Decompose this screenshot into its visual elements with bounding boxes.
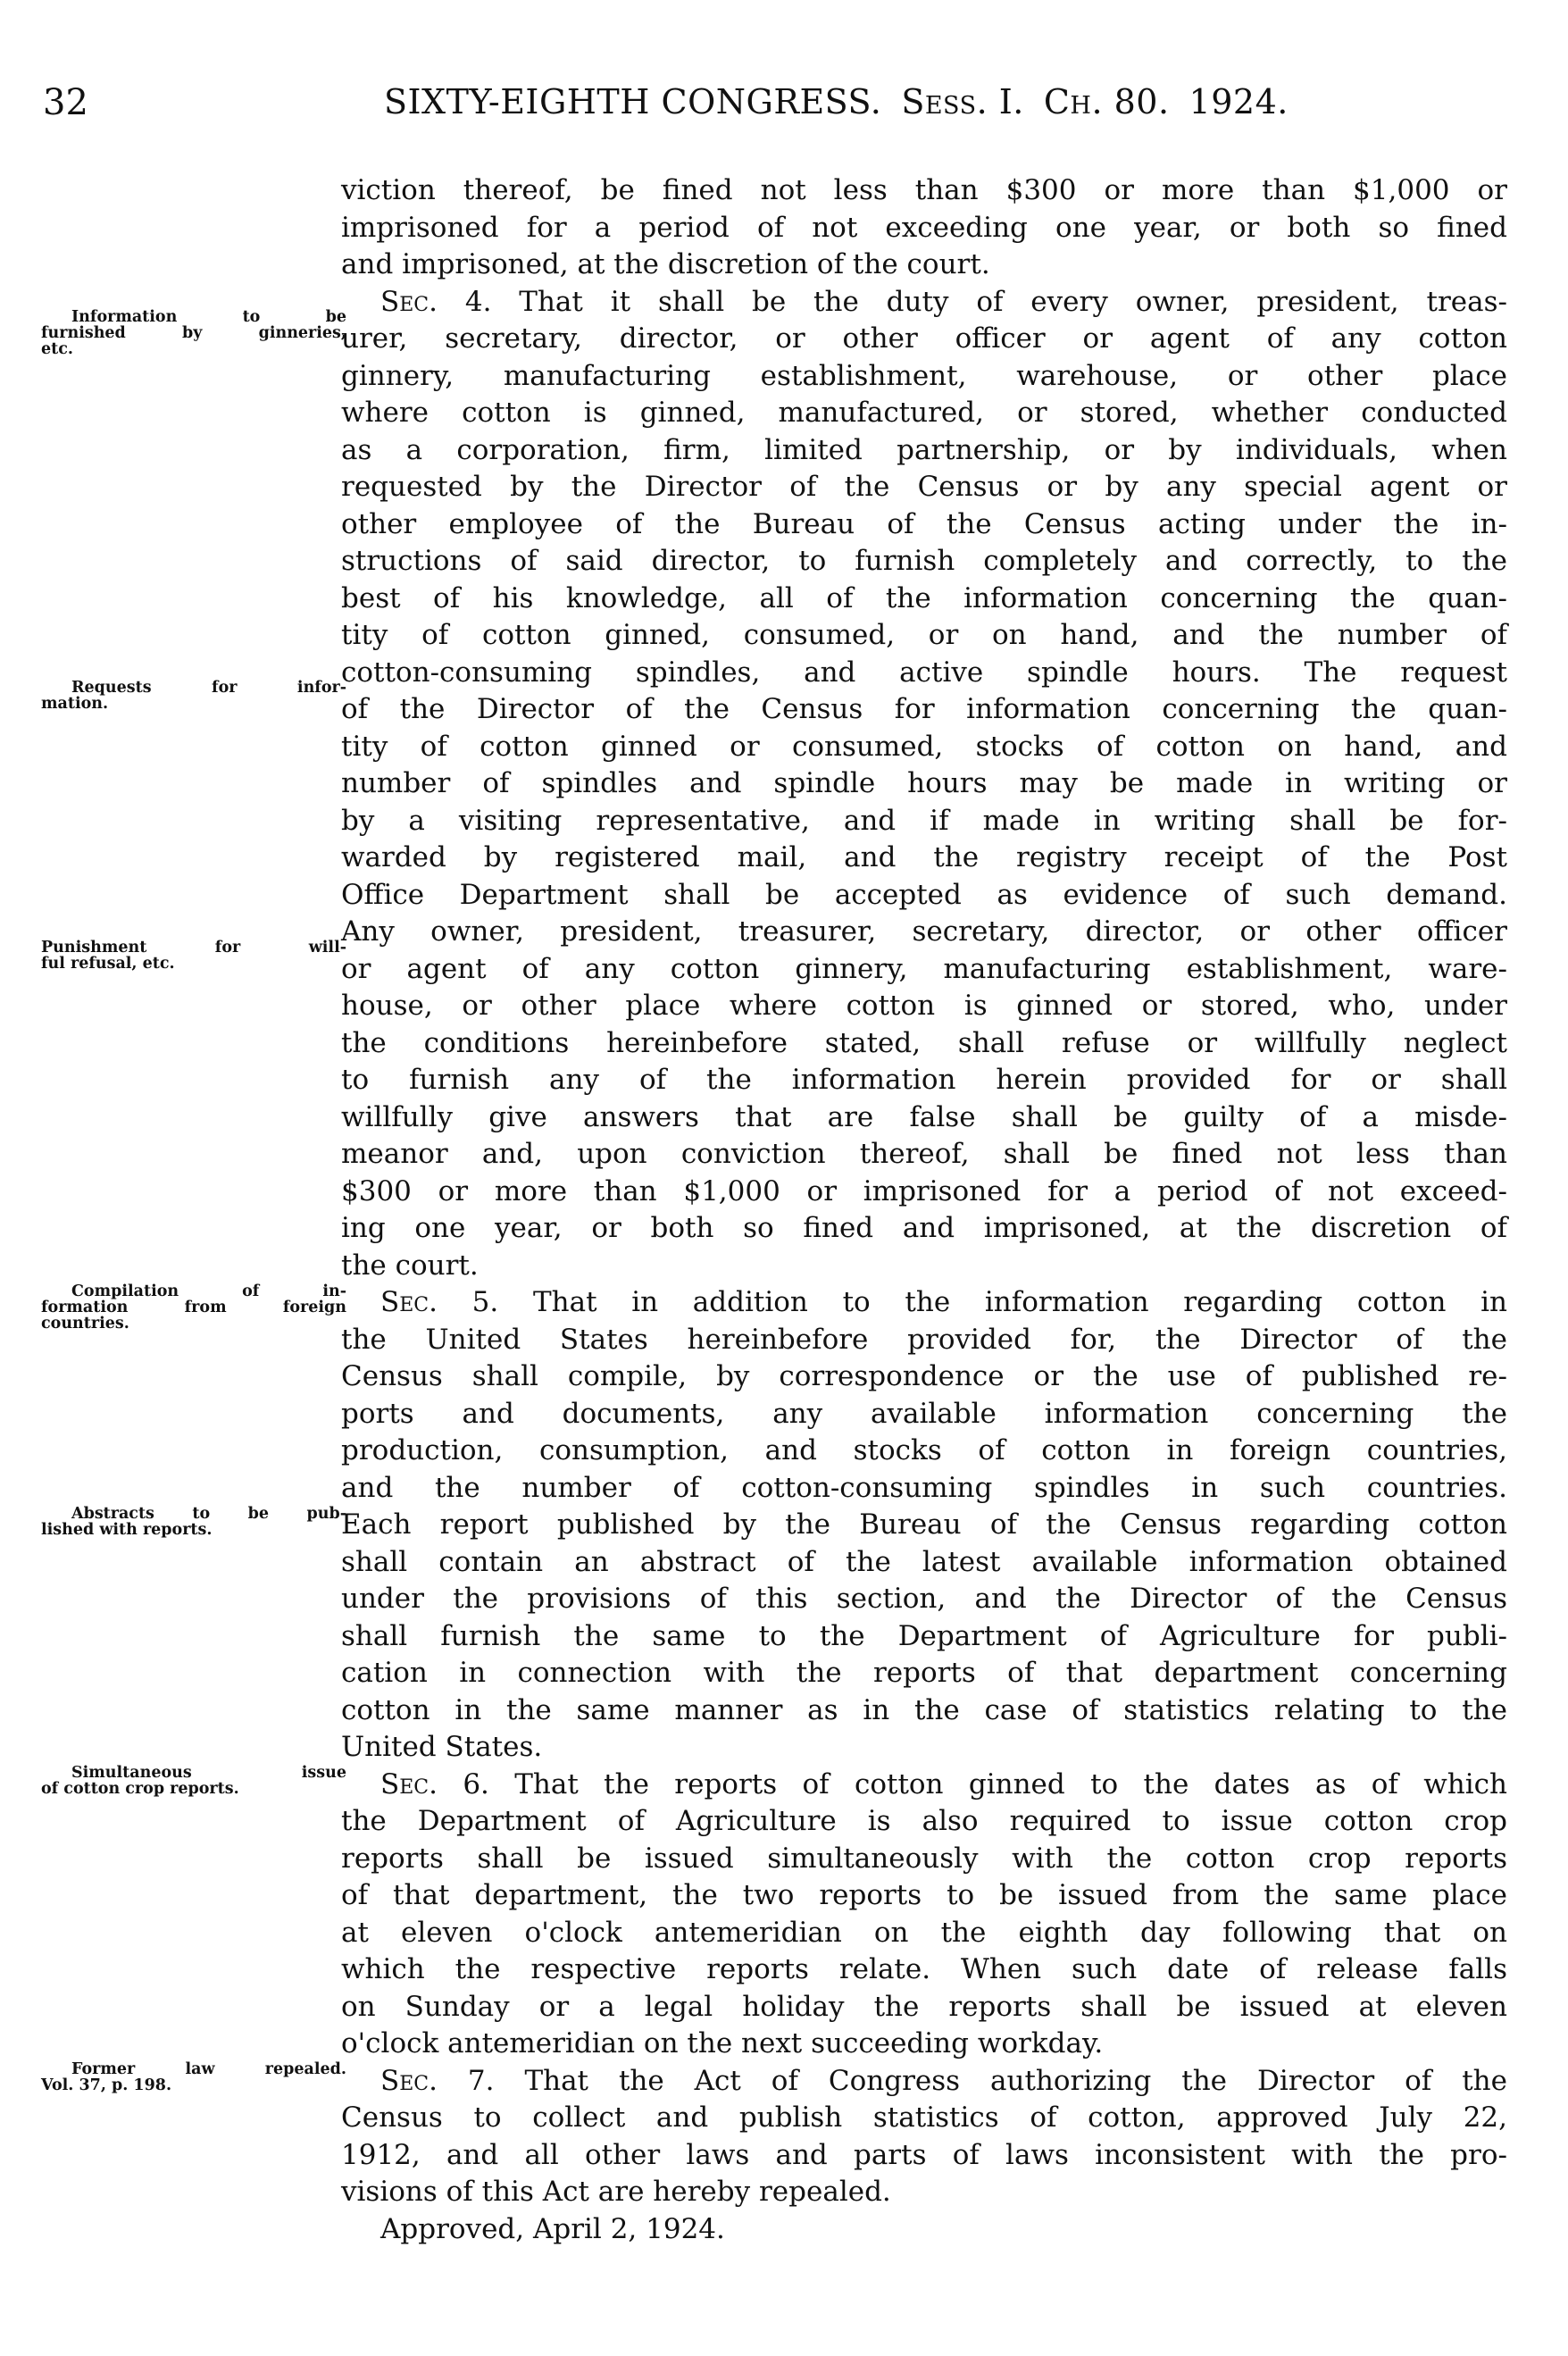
line-text: That it shall be the duty of every owner, president, treas-: [491, 285, 1507, 318]
text-line: [341, 469, 1507, 506]
text-line: [341, 543, 1507, 581]
margin-note-line: Abstracts to be pub-: [71, 1505, 346, 1523]
text-line: [341, 840, 1507, 877]
text-line: [341, 1951, 1507, 1989]
text-line: [341, 1803, 1507, 1841]
margin-note-simultaneous-issue: [41, 1765, 346, 1797]
text-line: [341, 1915, 1507, 1952]
text-line: [341, 1433, 1507, 1470]
margin-note-information-furnished: [41, 309, 346, 357]
section-label: Sec. 6.: [380, 1767, 489, 1800]
line-text: of the Director of the Census for information concerning the quan-: [341, 693, 1507, 725]
margin-note-line: Information to be: [71, 308, 346, 326]
text-line: [341, 617, 1507, 655]
line-text: imprisoned for a period of not exceeding one year, or both so fined: [341, 211, 1507, 244]
text-line: [341, 246, 1507, 284]
line-text: United States.: [341, 1731, 543, 1763]
margin-note-compilation-foreign: [41, 1283, 346, 1332]
margin-note-punishment-refusal: [41, 940, 346, 972]
text-line: [341, 2100, 1507, 2137]
margin-note-former-law-repealed: [41, 2061, 346, 2093]
text-line: [341, 2026, 1507, 2063]
line-text: Approved, April 2, 1924.: [380, 2212, 725, 2245]
line-text: other employee of the Bureau of the Census acting under the in-: [341, 507, 1507, 540]
line-text: the conditions hereinbefore stated, shall refuse or willfully neglect: [341, 1026, 1507, 1059]
text-line: [341, 210, 1507, 247]
text-line: [341, 581, 1507, 618]
text-line: [341, 988, 1507, 1025]
line-text: viction thereof, be fined not less than $300 or more than $1,000 or: [341, 174, 1507, 206]
text-line: [341, 914, 1507, 951]
line-text: That the Act of Congress authorizing the Director of the: [494, 2064, 1507, 2097]
line-text: as a corporation, firm, limited partnership, or by individuals, when: [341, 433, 1507, 466]
text-line: [341, 1544, 1507, 1582]
line-text: 1912, and all other laws and parts of laws inconsistent with the pro-: [341, 2138, 1507, 2171]
line-text: and the number of cotton-consuming spindles in such countries.: [341, 1471, 1507, 1504]
line-text: under the provisions of this section, and the Director of the Census: [341, 1583, 1507, 1615]
line-text: tity of cotton ginned or consumed, stocks of cotton on hand, and: [341, 730, 1507, 763]
text-line: [341, 1248, 1507, 1285]
margin-note-line: Requests for infor-: [71, 679, 346, 697]
line-text: best of his knowledge, all of the information concerning the quan-: [341, 581, 1507, 614]
body-text: [341, 172, 1507, 2248]
text-line: [341, 1581, 1507, 1618]
text-line: [341, 1322, 1507, 1359]
text-line: [341, 655, 1507, 692]
line-text: $300 or more than $1,000 or imprisoned for a period of not exceed-: [341, 1174, 1507, 1207]
text-line: [341, 1989, 1507, 2026]
line-text: Each report published by the Bureau of the Census regarding cotton: [341, 1508, 1507, 1541]
margin-note-line: Former law repealed.: [71, 2060, 346, 2078]
line-text: ing one year, or both so fined and imprisoned, at the discretion of: [341, 1212, 1507, 1244]
running-header: [384, 82, 1429, 121]
text-line: [341, 765, 1507, 803]
margin-note-line: lished with reports.: [41, 1521, 213, 1539]
text-line: [341, 1470, 1507, 1508]
margin-note-line: countries.: [41, 1315, 129, 1333]
text-line: [341, 1767, 1507, 1804]
chapter-label: Ch. 80.: [1043, 82, 1170, 121]
text-line: [341, 284, 1507, 322]
text-line: [341, 691, 1507, 729]
line-text: to furnish any of the information herein provided for or shall: [341, 1064, 1507, 1096]
margin-note-line: etc.: [41, 340, 73, 358]
text-line: [341, 1655, 1507, 1692]
section-label: Sec. 5.: [380, 1286, 499, 1318]
line-text: That the reports of cotton ginned to the dates as of which: [488, 1767, 1507, 1800]
line-text: That in addition to the information regarding cotton in: [498, 1286, 1507, 1318]
text-line: [341, 1358, 1507, 1396]
line-text: structions of said director, to furnish completely and correctly, to the: [341, 545, 1507, 577]
line-text: at eleven o'clock antemeridian on the eighth day following that on: [341, 1916, 1507, 1949]
line-text: reports shall be issued simultaneously with the cotton crop reports: [341, 1842, 1507, 1875]
text-line: [341, 2063, 1507, 2101]
text-line: [341, 1729, 1507, 1767]
line-text: of that department, the two reports to be issued from the same place: [341, 1879, 1507, 1911]
line-text: and imprisoned, at the discretion of the court.: [341, 248, 990, 280]
line-text: shall contain an abstract of the latest available information obtained: [341, 1545, 1507, 1578]
line-text: shall furnish the same to the Department of Agriculture for publi-: [341, 1619, 1507, 1652]
text-line: [341, 506, 1507, 544]
line-text: Office Department shall be accepted as evidence of such demand.: [341, 878, 1507, 911]
line-text: ginnery, manufacturing establishment, warehouse, or other place: [341, 359, 1507, 392]
text-line: [341, 1174, 1507, 1211]
congress-title: SIXTY-EIGHTH CONGRESS.: [384, 82, 882, 121]
line-text: the Department of Agriculture is also required to issue cotton crop: [341, 1805, 1507, 1837]
section-label: Sec. 7.: [380, 2064, 495, 2097]
margin-note-line: Vol. 37, p. 198.: [41, 2076, 172, 2094]
line-text: which the respective reports relate. When such date of release falls: [341, 1953, 1507, 1985]
line-text: urer, secretary, director, or other officer or agent of any cotton: [341, 322, 1507, 355]
line-text: by a visiting representative, and if made in writing shall be for-: [341, 804, 1507, 837]
line-text: production, consumption, and stocks of cotton in foreign countries,: [341, 1434, 1507, 1466]
text-line: [341, 1692, 1507, 1730]
line-text: house, or other place where cotton is ginned or stored, who, under: [341, 990, 1507, 1022]
text-line: [341, 1099, 1507, 1137]
line-text: Census to collect and publish statistics of cotton, approved July 22,: [341, 2101, 1507, 2134]
text-line: [341, 395, 1507, 432]
margin-note-line: formation from foreign: [41, 1299, 346, 1316]
text-line: [341, 2174, 1507, 2211]
text-line: [341, 1841, 1507, 1878]
text-line: [341, 2211, 1507, 2249]
line-text: cation in connection with the reports of that department concerning: [341, 1657, 1507, 1689]
text-line: [341, 1210, 1507, 1248]
margin-note-line: Punishment for will-: [41, 939, 346, 957]
text-line: [341, 1507, 1507, 1544]
line-text: cotton-consuming spindles, and active spindle hours. The request: [341, 656, 1507, 689]
text-line: [341, 321, 1507, 358]
text-line: [341, 1877, 1507, 1915]
text-line: [341, 172, 1507, 210]
text-line: [341, 951, 1507, 989]
text-line: [341, 358, 1507, 396]
page-number: 32: [43, 82, 88, 123]
year-label: 1924.: [1189, 82, 1289, 121]
line-text: ports and documents, any available information concerning the: [341, 1397, 1507, 1430]
text-line: [341, 1284, 1507, 1322]
text-line: [341, 1136, 1507, 1174]
line-text: willfully give answers that are false shall be guilty of a misde-: [341, 1100, 1507, 1133]
text-line: [341, 432, 1507, 470]
line-text: the United States hereinbefore provided for, the Director of the: [341, 1323, 1507, 1356]
line-text: visions of this Act are hereby repealed.: [341, 2176, 891, 2208]
line-text: where cotton is ginned, manufactured, or stored, whether conducted: [341, 397, 1507, 429]
text-line: [341, 1025, 1507, 1063]
line-text: the court.: [341, 1249, 479, 1282]
margin-note-line: Compilation of in-: [71, 1282, 346, 1300]
line-text: meanor and, upon conviction thereof, shall be fined not less than: [341, 1138, 1507, 1170]
line-text: requested by the Director of the Census or by any special agent or: [341, 471, 1507, 503]
line-text: o'clock antemeridian on the next succeeding workday.: [341, 2027, 1104, 2059]
section-label: Sec. 4.: [380, 285, 492, 318]
line-text: or agent of any cotton ginnery, manufacturing establishment, ware-: [341, 952, 1507, 985]
margin-note-line: mation.: [41, 695, 109, 713]
session-label: Sess. I.: [901, 82, 1024, 121]
text-line: [341, 803, 1507, 840]
margin-note-line: Simultaneous issue: [71, 1764, 346, 1782]
margin-note-abstracts-published: [41, 1506, 346, 1538]
line-text: number of spindles and spindle hours may be made in writing or: [341, 767, 1507, 799]
line-text: warded by registered mail, and the registry receipt of the Post: [341, 841, 1507, 873]
line-text: Any owner, president, treasurer, secretary, director, or other officer: [341, 915, 1507, 948]
line-text: on Sunday or a legal holiday the reports shall be issued at eleven: [341, 1990, 1507, 2023]
line-text: Census shall compile, by correspondence or the use of published re-: [341, 1360, 1507, 1392]
text-line: [341, 1618, 1507, 1656]
margin-note-requests-for-information: [41, 680, 346, 712]
text-line: [341, 877, 1507, 915]
text-line: [341, 729, 1507, 766]
line-text: tity of cotton ginned, consumed, or on hand, and the number of: [341, 619, 1507, 651]
margin-note-line: ful refusal, etc.: [41, 955, 175, 973]
line-text: cotton in the same manner as in the case of statistics relating to the: [341, 1693, 1507, 1726]
text-line: [341, 1396, 1507, 1433]
text-line: [341, 2137, 1507, 2175]
margin-note-line: of cotton crop reports.: [41, 1780, 239, 1798]
text-line: [341, 1062, 1507, 1099]
margin-note-line: furnished by ginneries,: [41, 324, 346, 342]
